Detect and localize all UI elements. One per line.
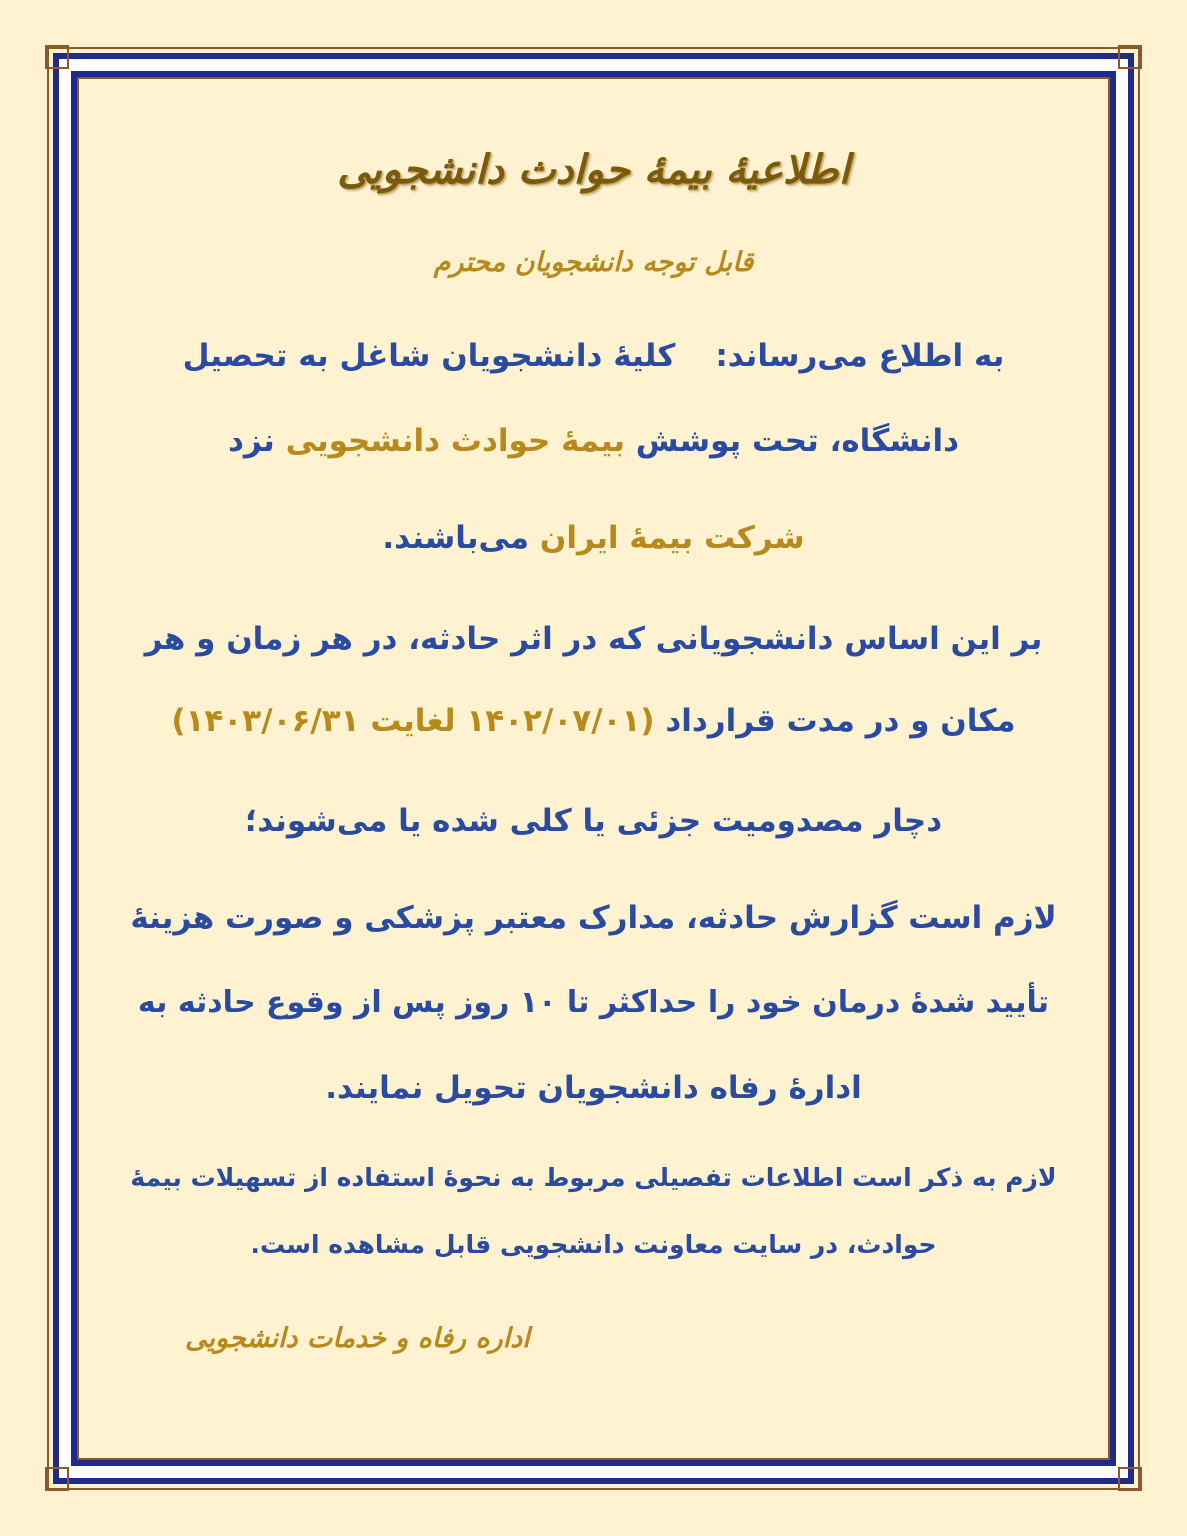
notice-subtitle: قابل توجه دانشجویان محترم bbox=[433, 247, 754, 278]
notice-title: اطلاعیۀ بیمۀ حوادث دانشجویی bbox=[337, 147, 850, 193]
corner-ornament-top-left bbox=[45, 45, 69, 69]
corner-ornament-top-right bbox=[1118, 45, 1142, 69]
corner-ornament-bottom-right bbox=[1118, 1467, 1142, 1491]
contract-period-label: مکان و در مدت قرارداد bbox=[654, 703, 1016, 739]
paragraph-2-line-2 bbox=[125, 703, 1062, 739]
paragraph-1-line-3-end: می‌باشند. bbox=[382, 520, 540, 556]
announcement-subject: کلیۀ دانشجویان شاغل به تحصیل bbox=[182, 338, 676, 374]
paragraph-4-line-2: حوادث، در سایت معاونت دانشجویی قابل مشاهده است. bbox=[250, 1230, 937, 1259]
corner-ornament-bottom-left bbox=[45, 1467, 69, 1491]
paragraph-2-line-3: دچار مصدومیت جزئی یا کلی شده یا می‌شوند؛ bbox=[244, 803, 943, 839]
paragraph-2-line-1: بر این اساس دانشجویانی که در اثر حادثه، در هر زمان و هر bbox=[144, 621, 1043, 657]
notice-content bbox=[85, 85, 1102, 1452]
insurance-type-highlight: بیمۀ حوادث دانشجویی bbox=[285, 423, 626, 459]
contract-period-highlight: (۱۴۰۲/۰۷/۰۱ لغایت ۱۴۰۳/۰۶/۳۱) bbox=[171, 703, 655, 739]
paragraph-4-line-1: لازم به ذکر است اطلاعات تفصیلی مربوط به نحوۀ استفاده از تسهیلات بیمۀ bbox=[130, 1163, 1057, 1192]
insurance-company-highlight: شرکت بیمۀ ایران bbox=[539, 520, 805, 556]
paragraph-1-line-2-text: دانشگاه، تحت پوشش bbox=[625, 423, 960, 459]
paragraph-1-line-2-end: نزد bbox=[227, 423, 286, 459]
office-signature: اداره رفاه و خدمات دانشجویی bbox=[185, 1323, 530, 1354]
paragraph-3-line-3: ادارۀ رفاه دانشجویان تحویل نمایند. bbox=[325, 1070, 862, 1106]
paragraph-3-line-2: تأیید شدۀ درمان خود را حداکثر تا ۱۰ روز پس از وقوع حادثه به bbox=[137, 985, 1050, 1020]
paragraph-1-line-2 bbox=[125, 423, 1062, 459]
paragraph-1-line-3 bbox=[125, 520, 1062, 556]
paragraph-1-line-1 bbox=[125, 338, 1062, 374]
paragraph-3-line-1: لازم است گزارش حادثه، مدارک معتبر پزشکی و صورت هزینۀ bbox=[130, 900, 1057, 936]
announcement-intro: به اطلاع می‌رساند: bbox=[715, 338, 1005, 374]
